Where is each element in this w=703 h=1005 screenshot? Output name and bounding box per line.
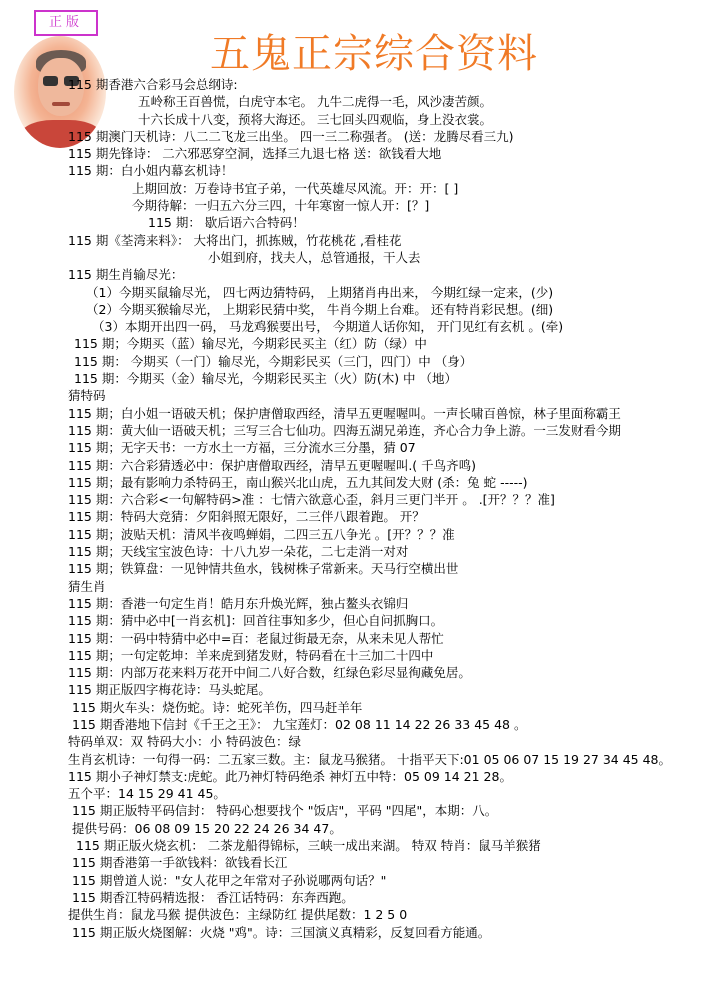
text-line: 115 期；今期买（蓝）输尽光，今期彩民买主（红）防（绿）中 bbox=[74, 336, 427, 352]
text-line: 五个平：14 15 29 41 45。 bbox=[68, 786, 226, 802]
text-line: 115 期澳门天机诗：八二二飞龙三出坐。 四一三二称强者。 (送：龙腾尽看三九) bbox=[68, 128, 514, 144]
text-line: 115 期正版火烧图解：火烧 "鸡"。诗：三国演义真精彩，反复回看方能通。 bbox=[72, 924, 491, 940]
text-line: 115 期正版特平码信封： 特码心想要找个 "饭店"，平码 "四尾"，本期：八。 bbox=[72, 803, 498, 819]
text-line: 115 期：六合彩<一句解特码>准 ：七情六欲意心歪，斜月三更门半开 。 .[开？？？准] bbox=[68, 492, 555, 508]
text-line: 115 期：内部万花来料万花开中间二八好合数，红绿色彩尽显徇藏免居。 bbox=[68, 665, 471, 681]
text-line: 115 期正版火烧玄机： 二茶龙船得锦标，三峡一成出来湖。 特双 特肖：鼠马羊猴猪 bbox=[76, 838, 541, 854]
text-line: 115 期；铁算盘：一见钟情共鱼水，钱树株子常新来。天马行空横出世 bbox=[68, 561, 459, 577]
text-line: 115 期；波贴天机：清风半夜鸣蝉娟，二四三五八争光 。[开？？？准 bbox=[68, 526, 455, 542]
text-line: 特码单双：双 特码大小：小 特码波色：绿 bbox=[68, 734, 301, 750]
text-line: 十六长成十八变，预将大海还。 三七回头四观临，身上没衣裳。 bbox=[138, 111, 492, 127]
text-line: 115 期；最有影响力杀特码王，南山猴兴北山虎，五九其间发大财 (杀：兔 蛇 -----) bbox=[68, 474, 528, 490]
portrait-glasses-left bbox=[43, 76, 58, 86]
text-line: 115 期：香港一句定生肖！皓月东升焕光辉，独占鳌头衣锦归 bbox=[68, 595, 409, 611]
text-line: 115 期：一码中特猜中必中=百：老鼠过街最无奈，从来未见人帮忙 bbox=[68, 630, 444, 646]
text-line: 115 期： 歇后语六合特码！ bbox=[148, 215, 305, 231]
text-line: 提供号码：06 08 09 15 20 22 24 26 34 47。 bbox=[72, 820, 342, 836]
text-line: 115 期：白小姐内幕玄机诗！ bbox=[68, 163, 234, 179]
text-line: （2）今期买猴输尽光， 上期彩民猜中奖， 牛肖今期上台难。 还有特肖彩民想。(细) bbox=[86, 301, 554, 317]
page-title: 五鬼正宗综合资料 bbox=[210, 31, 538, 77]
text-line: 115 期：黄大仙一语破天机；三写三合七仙功。四海五湖兄弟连，齐心合力争上游。一三发财看今期 bbox=[68, 422, 621, 438]
text-line: 115 期曾道人说："女人花甲之年常对子孙说哪两句话？" bbox=[72, 872, 387, 888]
text-line: 115 期：六合彩猜透必中：保护唐僧取西经，清早五更喔喔叫.( 千鸟齐鸣) bbox=[68, 457, 477, 473]
text-line: 115 期；无字天书：一方水土一方福，三分流水三分墨，猜 07 bbox=[68, 440, 416, 456]
text-line: 115 期：今期买（金）输尽光，今期彩民买主（火）防(木) 中 （地） bbox=[74, 371, 458, 387]
text-line: 小姐到府，找夫人，总管通报，干人去 bbox=[208, 249, 421, 265]
text-line: 115 期香港六合彩马会总纲诗: bbox=[68, 77, 238, 92]
text-line: 猜特码 bbox=[68, 388, 106, 404]
text-line: 115 期：猜中必中[一肖玄机]：回首往事知多少，但心自问抓胸口。 bbox=[68, 613, 444, 629]
text-line: 上期回放：万卷诗书宜子弟，一代英雄尽风流。开：开：[ ] bbox=[132, 180, 459, 196]
text-line: 生肖玄机诗：一句得一码：二五家三数。主：鼠龙马猴猪。 十指平天下:01 05 06 07 15 19 27 34 45 48。 bbox=[68, 751, 672, 767]
text-line: 115 期《荃湾来料》： 大将出门，抓拣贼，竹花桃花 ,看桂花 bbox=[68, 232, 402, 248]
text-line: 五岭称王百兽慌，白虎守本宅。 九牛二虎得一毛，风沙凄苦颜。 bbox=[138, 94, 492, 110]
text-line: 今期待解：一归五六分三四，十年寒窗一惊人开：[？] bbox=[132, 198, 430, 214]
text-line: 115 期；白小姐一语破天机；保护唐僧取西经，清早五更喔喔叫。一声长啸百兽惊，林子里面称霸王 bbox=[68, 405, 621, 421]
text-line: 115 期小子神灯禁支:虎蛇。此乃神灯特码绝杀 神灯五中特：05 09 14 21 28。 bbox=[68, 768, 512, 784]
edition-badge: 正版 bbox=[34, 10, 98, 36]
text-line: 115 期香港地下信封《千王之王》： 九宝莲灯：02 08 11 14 22 26 33 45 48 。 bbox=[72, 716, 527, 732]
text-line: 猜生肖 bbox=[68, 578, 106, 594]
text-line: 115 期香江特码精选报： 香江话特码：东奔西跑。 bbox=[72, 889, 354, 905]
text-line: 115 期生肖输尽光： bbox=[68, 267, 184, 283]
text-line: 115 期香港第一手欲钱料：欲钱看长江 bbox=[72, 855, 288, 871]
text-line: 115 期火车头：烧伤蛇。诗：蛇死羊伤，四马赶羊年 bbox=[72, 699, 363, 715]
text-line: （3）本期开出四一码， 马龙鸡猴要出号， 今期道人话你知， 开门见红有玄机 。(牵) bbox=[92, 319, 564, 335]
text-line: 115 期： 今期买（一门）输尽光，今期彩民买（三门，四门）中 （身） bbox=[74, 353, 473, 369]
text-line: （1）今期买鼠输尽光， 四七两边猜特码， 上期猪肖冉出来， 今期红绿一定来，(少) bbox=[86, 284, 554, 300]
text-line: 115 期：特码大竞猜：夕阳斜照无限好，二三伴八跟着跑。 开？ bbox=[68, 509, 425, 525]
text-line: 115 期先锋诗： 二六邪恶穿空洞，选择三九退七格 送：欲钱看大地 bbox=[68, 146, 442, 162]
document-body bbox=[68, 76, 700, 941]
text-line: 115 期；天线宝宝波色诗：十八九岁一朵花，二七走消一对对 bbox=[68, 544, 409, 560]
text-line: 115 期正版四字梅花诗：马头蛇尾。 bbox=[68, 682, 271, 698]
text-line: 115 期；一句定乾坤：羊来虎到猪发财，特码看在十三加二十四中 bbox=[68, 647, 434, 663]
text-line: 提供生肖：鼠龙马猴 提供波色：主绿防红 提供尾数：1 2 5 0 bbox=[68, 907, 408, 923]
